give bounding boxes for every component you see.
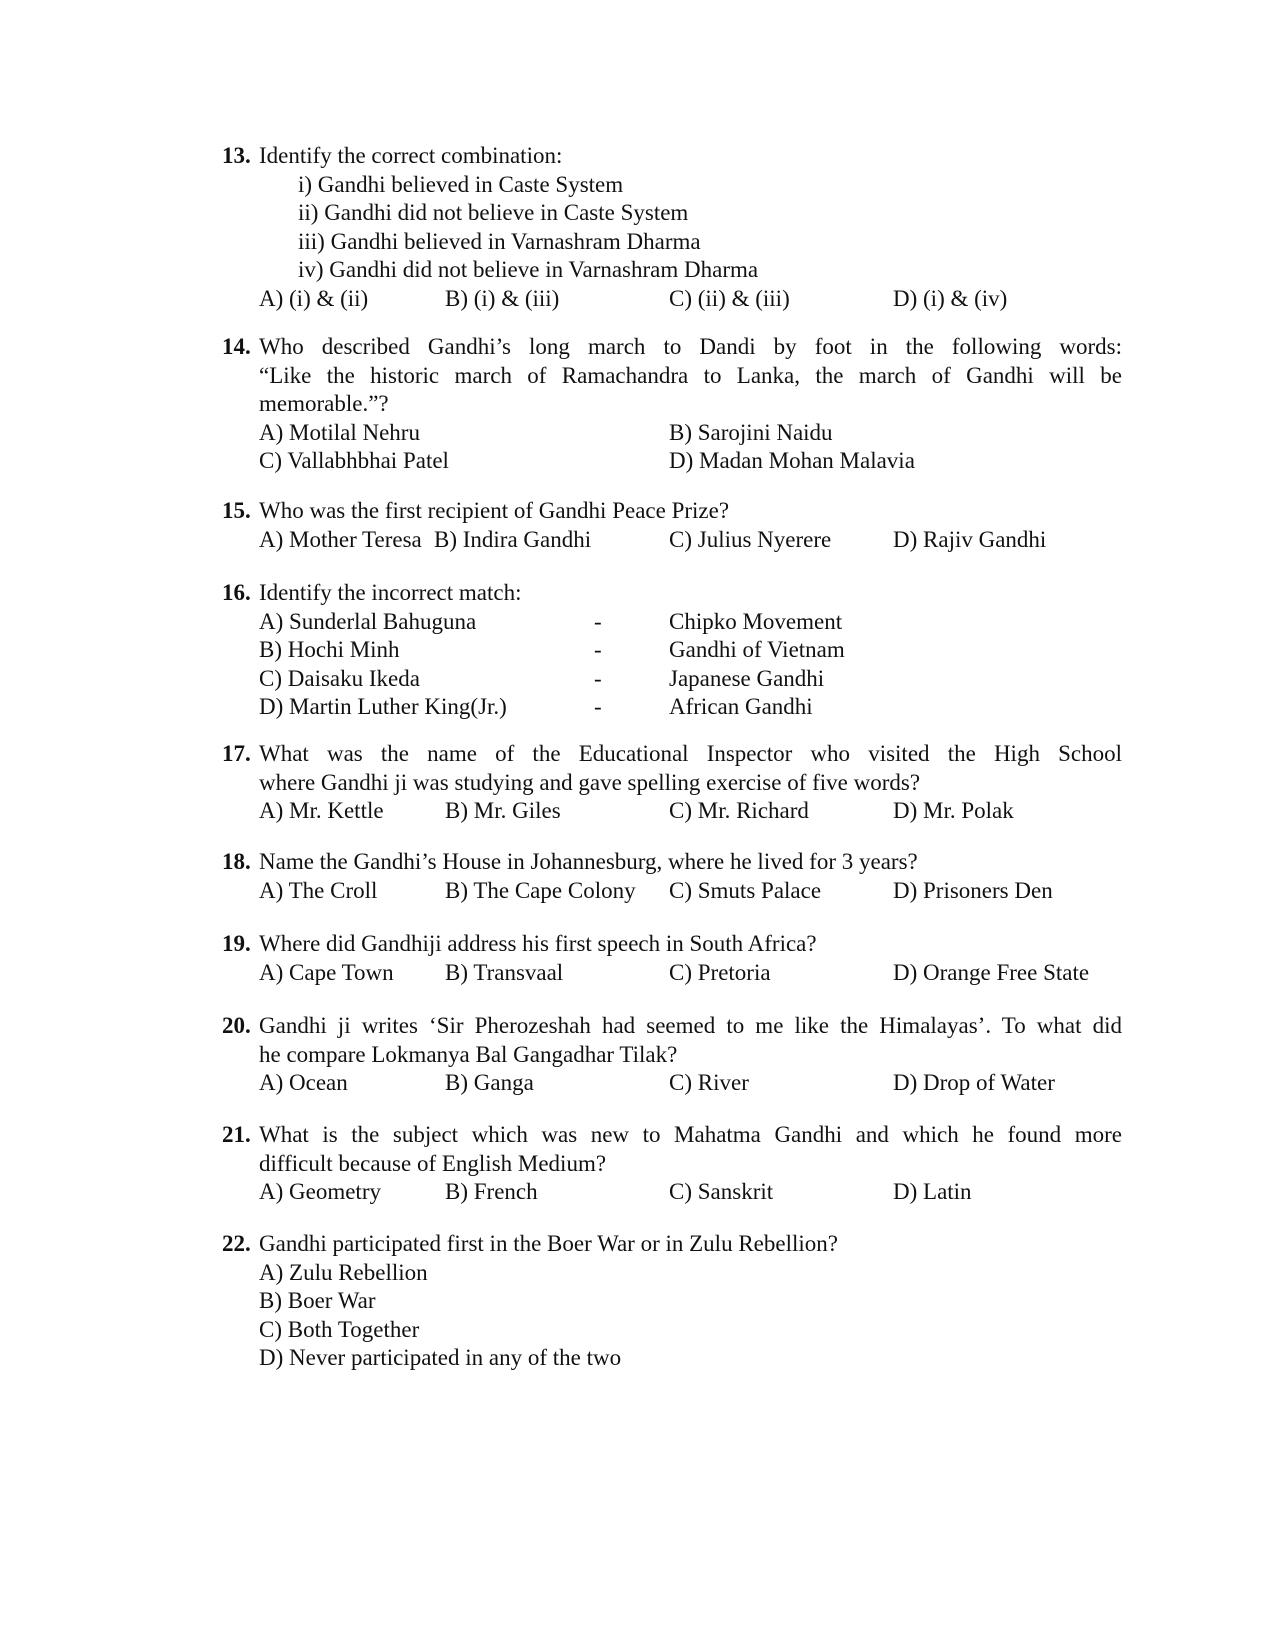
statement-item: iii) Gandhi believed in Varnashram Dharma xyxy=(298,228,701,254)
match-dash: - xyxy=(594,608,602,634)
option-d: D) Latin xyxy=(893,1179,972,1204)
option-b: B) French xyxy=(445,1179,538,1204)
option-d: D) Rajiv Gandhi xyxy=(893,526,1047,552)
option-b: B) Transvaal xyxy=(445,959,564,985)
option-c: C) Sanskrit xyxy=(669,1179,774,1204)
question-text-line: where Gandhi ji was studying and gave spelling exercise of five words? xyxy=(259,769,921,795)
option-d: D) (i) & (iv) xyxy=(893,285,1008,311)
match-dash: - xyxy=(594,637,602,662)
options-row xyxy=(222,877,1122,906)
option-b: B) The Cape Colony xyxy=(445,877,636,903)
option-a: A) Motilal Nehru xyxy=(259,419,420,445)
option-b: B) (i) & (iii) xyxy=(445,285,560,311)
question-text-line: he compare Lokmanya Bal Gangadhar Tilak? xyxy=(259,1041,678,1067)
question-13 xyxy=(222,142,1122,313)
match-right: Gandhi of Vietnam xyxy=(669,637,845,662)
options-row xyxy=(222,959,1122,988)
option-c: C) (ii) & (iii) xyxy=(669,285,790,311)
question-number: 17. xyxy=(222,741,251,766)
option-c: C) River xyxy=(669,1070,749,1095)
question-text: Who was the first recipient of Gandhi Peace Prize? xyxy=(259,498,730,523)
question-text-line: “Like the historic march of Ramachandra to Lanka, the march of Gandhi will be xyxy=(259,362,1122,388)
match-dash: - xyxy=(594,694,602,719)
option-b: B) Indira Gandhi xyxy=(434,526,592,552)
option-d: D) Orange Free State xyxy=(893,959,1090,985)
question-18 xyxy=(222,848,1122,905)
option-d: D) Drop of Water xyxy=(893,1070,1055,1095)
question-20 xyxy=(222,1012,1122,1098)
match-left: C) Daisaku Ikeda xyxy=(259,665,420,691)
options-row xyxy=(222,526,1122,555)
option-a: A) Cape Town xyxy=(259,959,394,985)
option-d: D) Madan Mohan Malavia xyxy=(669,448,915,473)
option-a: A) (i) & (ii) xyxy=(259,285,369,311)
option-c: C) Julius Nyerere xyxy=(669,526,832,552)
question-text-line: difficult because of English Medium? xyxy=(259,1150,607,1176)
option-d: D) Prisoners Den xyxy=(893,877,1053,903)
option-a: A) Ocean xyxy=(259,1070,348,1095)
options-row xyxy=(222,419,1122,448)
match-right: African Gandhi xyxy=(669,694,813,719)
question-19 xyxy=(222,930,1122,987)
question-number: 18. xyxy=(222,849,251,874)
statement-item: i) Gandhi believed in Caste System xyxy=(298,171,624,197)
option-c: C) Smuts Palace xyxy=(669,877,822,903)
option-a: A) The Croll xyxy=(259,877,378,903)
statement-item: iv) Gandhi did not believe in Varnashram Dharma xyxy=(298,257,759,282)
option-d: D) Mr. Polak xyxy=(893,798,1014,823)
question-text-line: What is the subject which was new to Mahatma Gandhi and which he found more xyxy=(259,1122,1122,1147)
question-number: 20. xyxy=(222,1013,251,1038)
options-row xyxy=(222,285,1122,314)
question-text: Gandhi participated first in the Boer War or in Zulu Rebellion? xyxy=(259,1231,838,1256)
question-15 xyxy=(222,497,1122,554)
option-a: A) Geometry xyxy=(259,1179,381,1204)
question-14 xyxy=(222,333,1122,476)
question-text-line: Who described Gandhi’s long march to Dandi by foot in the following words: xyxy=(259,334,1122,359)
match-row xyxy=(222,636,1122,665)
match-right: Japanese Gandhi xyxy=(669,665,825,691)
question-text-line: Gandhi ji writes ‘Sir Pherozeshah had seemed to me like the Himalayas’. To what did xyxy=(259,1013,1122,1038)
question-text-line: memorable.”? xyxy=(259,391,389,416)
option-b: B) Mr. Giles xyxy=(445,798,561,823)
question-text: Identify the correct combination: xyxy=(259,143,563,168)
question-17 xyxy=(222,740,1122,826)
option-b: B) Ganga xyxy=(445,1070,534,1095)
option-a: A) Mr. Kettle xyxy=(259,798,384,823)
match-dash: - xyxy=(594,665,602,691)
question-16 xyxy=(222,579,1122,722)
question-number: 19. xyxy=(222,931,251,956)
options-row xyxy=(222,797,1122,826)
match-row xyxy=(222,693,1122,722)
option-c: C) Vallabhbhai Patel xyxy=(259,448,449,473)
question-21 xyxy=(222,1121,1122,1207)
option-c: C) Both Together xyxy=(259,1316,420,1342)
option-d: D) Never participated in any of the two xyxy=(259,1345,622,1370)
question-text: Where did Gandhiji address his first speech in South Africa? xyxy=(259,931,817,956)
option-a: A) Zulu Rebellion xyxy=(259,1259,428,1285)
question-text: Identify the incorrect match: xyxy=(259,580,522,605)
match-left: D) Martin Luther King(Jr.) xyxy=(259,694,507,719)
question-22 xyxy=(222,1230,1122,1373)
question-number: 13. xyxy=(222,143,251,168)
option-c: C) Mr. Richard xyxy=(669,798,809,823)
question-number: 14. xyxy=(222,334,251,359)
match-left: A) Sunderlal Bahuguna xyxy=(259,608,477,634)
match-right: Chipko Movement xyxy=(669,608,843,634)
question-text: Name the Gandhi’s House in Johannesburg, where he lived for 3 years? xyxy=(259,849,918,874)
match-row xyxy=(222,608,1122,637)
question-number: 21. xyxy=(222,1122,251,1147)
question-text-line: What was the name of the Educational Inspector who visited the High School xyxy=(259,741,1122,766)
option-a: A) Mother Teresa xyxy=(259,526,422,552)
question-number: 16. xyxy=(222,580,251,605)
match-left: B) Hochi Minh xyxy=(259,637,400,662)
options-row xyxy=(222,1178,1122,1207)
option-b: B) Boer War xyxy=(259,1288,376,1313)
question-number: 22. xyxy=(222,1231,251,1256)
option-b: B) Sarojini Naidu xyxy=(669,419,833,445)
option-c: C) Pretoria xyxy=(669,959,771,985)
match-row xyxy=(222,665,1122,694)
statement-item: ii) Gandhi did not believe in Caste System xyxy=(298,200,689,225)
options-row xyxy=(222,447,1122,476)
options-row xyxy=(222,1069,1122,1098)
question-number: 15. xyxy=(222,498,251,523)
